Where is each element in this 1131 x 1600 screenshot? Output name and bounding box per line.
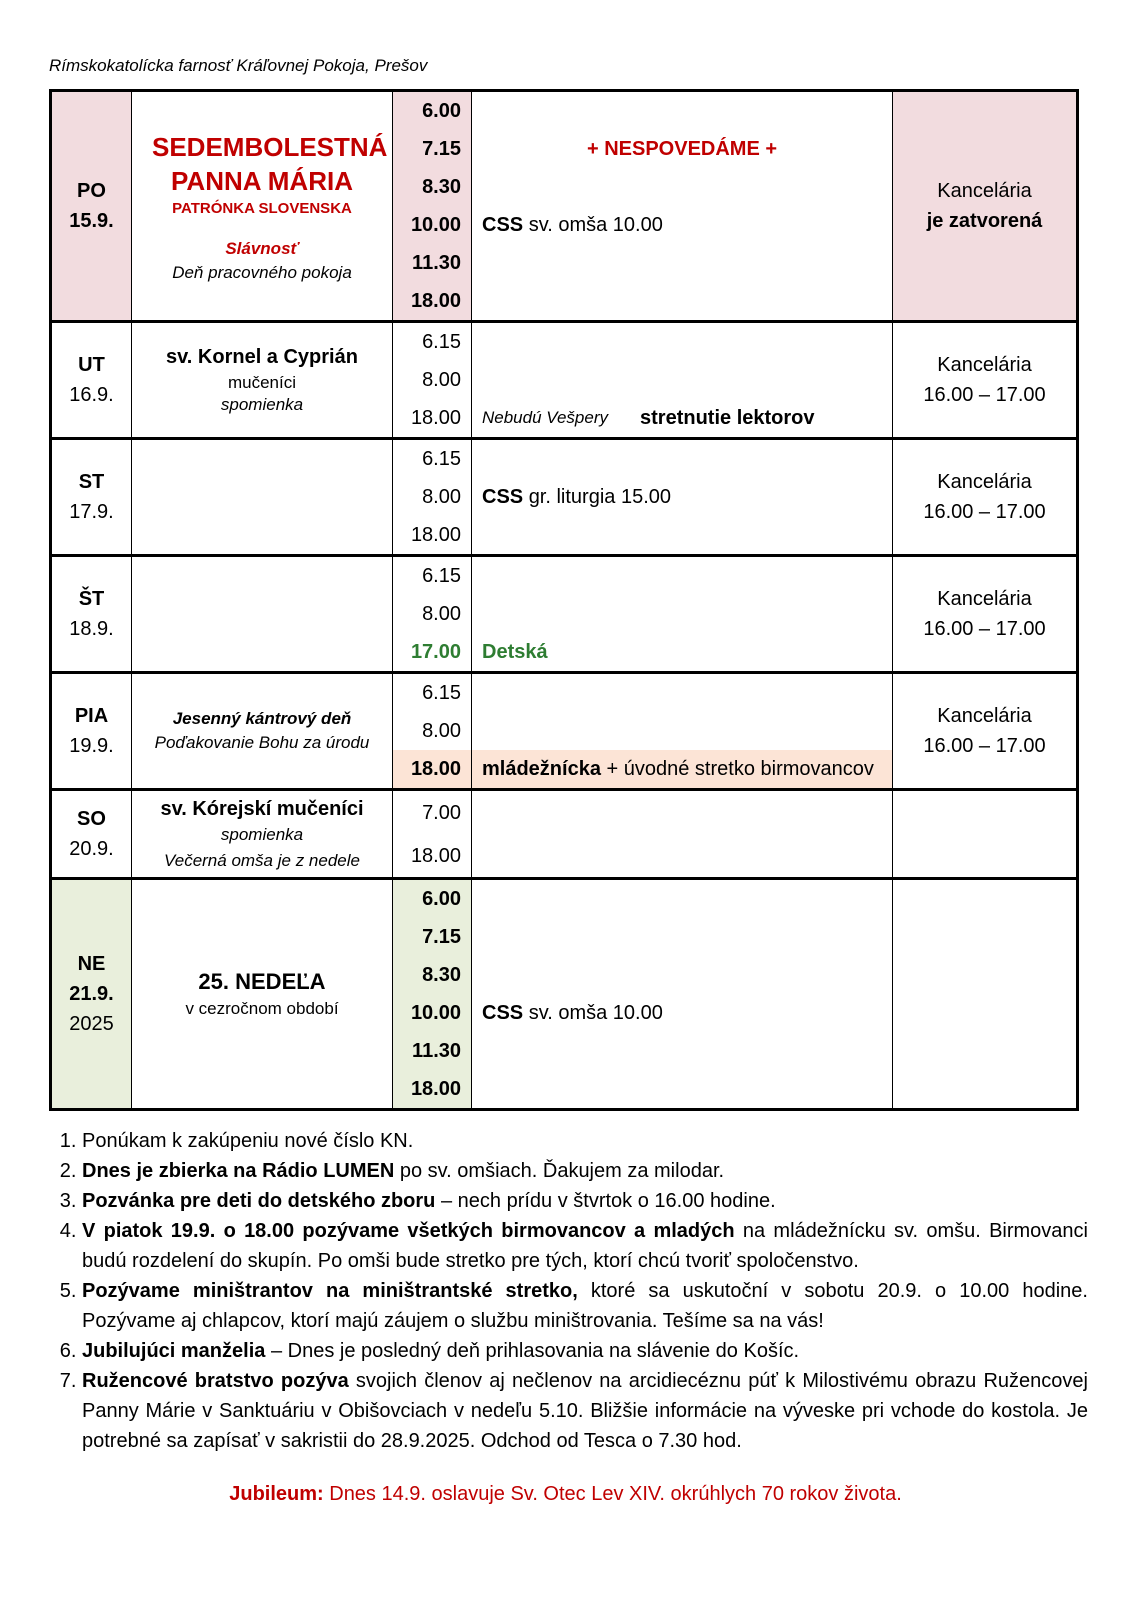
day-name: SO [77,808,106,830]
announcement-item: 6. Jubilujúci manželia – Dnes je posledný deň prihlasovania na slávenie do Košíc. [82,1336,1088,1366]
announcement-item: 5. Pozývame miništrantov na miništrantské stretko, ktoré sa uskutoční v sobotu 20.9. o 10.00 hodine. Pozývame aj chlapcov, ktorí majú záujem o službu miništrovania. Tešíme sa na vás! [82,1276,1088,1336]
mass-time: 18.00 [410,1077,461,1100]
day-date: 15.9. [69,210,114,232]
schedule-row-monday [51,91,1078,322]
day-name: UT [78,354,105,376]
office-cell [893,322,1078,439]
saint-cell [132,790,393,879]
mass-time: 17.00 [410,640,461,663]
day-cell [51,322,132,439]
office-label: Kancelária [937,354,1032,376]
feast-title: SEDEMBOLESTNÁ PANNA MÁRIA [152,131,388,196]
notes-cell [472,322,893,439]
mass-times [393,322,472,439]
css-label: CSS [482,485,524,508]
mass-time: 8.00 [422,719,461,742]
day-name: NE [77,953,106,975]
saint-rank: spomienka [220,824,304,844]
feast-rank: Slávnosť [225,238,299,258]
mass-time: 10.00 [410,1001,461,1024]
announcement-item: 2. Dnes je zbierka na Rádio LUMEN po sv. omšiach. Ďakujem za milodar. [82,1156,1088,1186]
mass-time: 6.15 [422,447,461,470]
mass-time: 10.00 [410,213,461,236]
notes-cell [472,879,893,1110]
day-name: PIA [74,705,109,727]
mass-time: 18.00 [410,289,461,312]
day-date: 17.9. [69,501,114,523]
mass-time: 6.15 [422,330,461,353]
jubilee-notice [0,1483,1131,1506]
mass-time: 8.00 [422,602,461,625]
announcement-item: 7. Ružencové bratstvo pozýva svojich členov aj nečlenov na arcidiecéznu púť k Milostivému obrazu Ružencovej Panny Márie v Sanktuáriu v Obišovciach v nedeľu 5.10. Bližšie informácie na výveske pri vchode do kostola. Je potrebné sa zapísať v sakristii do 28.9.2025. Odchod od Tesca o 7.30 hod. [82,1366,1088,1456]
saint-cell [132,91,393,322]
css-note: CSS sv. omša 10.00 [482,213,663,236]
office-cell [893,790,1078,879]
saint-note: Večerná omša je z nedele [164,850,360,870]
day-date: 18.9. [69,618,114,640]
notes-cell [472,673,893,790]
saint-cell [132,322,393,439]
mass-times [393,673,472,790]
lectors-note: stretnutie lektorov [640,406,815,429]
announcement-item: 3. Pozvánka pre deti do detského zboru – nech prídu v štvrtok o 16.00 hodine. [82,1186,1088,1216]
liturgy-note: gr. liturgia 15.00 [528,485,672,508]
notes-cell [472,439,893,556]
schedule-row-tuesday [51,322,1078,439]
mass-times [393,556,472,673]
mass-times [393,879,472,1110]
youth-mass-label: mládežnícka [482,757,601,780]
css-label: CSS [482,1001,524,1024]
office-hours: 16.00 – 17.00 [923,384,1046,406]
office-hours: 16.00 – 17.00 [923,501,1046,523]
youth-mass-text: + úvodné stretko birmovancov [606,757,874,780]
office-label: Kancelária [937,588,1032,610]
day-name: PO [77,180,106,202]
saint-title: sv. Kornel a Cyprián [166,345,358,368]
mass-time: 11.30 [412,1039,461,1062]
notes-cell [472,790,893,879]
mass-time: 8.00 [422,485,461,508]
ember-day-title: Jesenný kántrový deň [172,709,352,728]
jubilee-label: Jubileum: [229,1483,324,1505]
day-date: 19.9. [69,735,114,757]
youth-mass-note [472,750,892,788]
office-cell [893,91,1078,322]
office-hours: je zatvorená [926,210,1043,232]
parish-header: Rímskokatolícka farnosť Kráľovnej Pokoja, Prešov [49,56,428,75]
office-cell [893,673,1078,790]
saint-cell [132,556,393,673]
saint-subtitle: mučeníci [227,372,297,392]
day-name: ST [78,471,105,493]
day-cell [51,439,132,556]
mass-times [393,790,472,879]
no-confession-note: + NESPOVEDÁME + [586,137,778,160]
day-cell [51,91,132,322]
day-cell [51,790,132,879]
mass-time: 8.00 [422,368,461,391]
saint-cell [132,439,393,556]
mass-times [393,439,472,556]
mass-times [393,91,472,322]
mass-time: 6.00 [422,99,461,122]
ember-day-subtitle: Poďakovanie Bohu za úrodu [154,733,370,752]
schedule-row-thursday [51,556,1078,673]
office-cell [893,879,1078,1110]
office-hours: 16.00 – 17.00 [923,735,1046,757]
office-label: Kancelária [937,471,1032,493]
office-cell [893,556,1078,673]
mass-time: 18.00 [410,523,461,546]
mass-time: 18.00 [410,406,461,429]
announcements-list [49,1126,1088,1456]
announcement-item: 4. V piatok 19.9. o 18.00 pozývame všetkých birmovancov a mladých na mládežnícku sv. omšu. Birmovanci budú rozdelení do skupín. Po omši bude stretko pre tých, ktorí chcú tvoriť spoločenstvo. [82,1216,1088,1276]
children-mass-note: Detská [482,640,548,663]
office-label: Kancelária [937,180,1032,202]
saint-rank: spomienka [220,394,304,414]
css-mass-note: sv. omša 10.00 [528,1001,663,1024]
schedule-row-saturday [51,790,1078,879]
mass-time: 7.00 [422,801,461,824]
day-cell [51,556,132,673]
mass-time: 7.15 [422,137,461,160]
mass-time: 8.30 [422,175,461,198]
notes-cell [472,556,893,673]
office-hours: 16.00 – 17.00 [923,618,1046,640]
day-date: 16.9. [69,384,114,406]
feast-note: Deň pracovného pokoja [172,262,352,282]
mass-time: 11.30 [412,251,461,274]
sunday-subtitle: v cezročnom období [185,999,339,1018]
vespers-note: Nebudú Vešpery [482,408,609,427]
day-year: 2025 [69,1013,114,1035]
office-cell [893,439,1078,556]
day-cell [51,879,132,1110]
mass-time: 6.00 [422,887,461,910]
feast-subtitle: PATRÓNKA SLOVENSKA [172,199,352,217]
day-name: ŠT [78,588,105,610]
mass-time: 6.15 [422,681,461,704]
mass-time: 18.00 [410,844,461,867]
announcement-item: 1. Ponúkam k zakúpeniu nové číslo KN. [82,1126,1088,1156]
mass-time: 18.00 [393,750,471,788]
mass-time: 8.30 [422,963,461,986]
mass-time: 7.15 [422,925,461,948]
schedule-row-friday [51,673,1078,790]
day-date: 20.9. [69,838,114,860]
saint-cell [132,673,393,790]
saint-cell [132,879,393,1110]
day-cell [51,673,132,790]
mass-time: 6.15 [422,564,461,587]
jubilee-text: Dnes 14.9. oslavuje Sv. Otec Lev XIV. okrúhlych 70 rokov života. [323,1483,902,1505]
sunday-title: 25. NEDEĽA [198,969,326,994]
notes-cell [472,91,893,322]
saint-title: sv. Kórejskí mučeníci [160,797,364,820]
schedule-row-sunday [51,879,1078,1110]
day-date: 21.9. [69,983,114,1005]
weekly-schedule-table [49,89,1079,1111]
office-label: Kancelária [937,705,1032,727]
schedule-row-wednesday [51,439,1078,556]
